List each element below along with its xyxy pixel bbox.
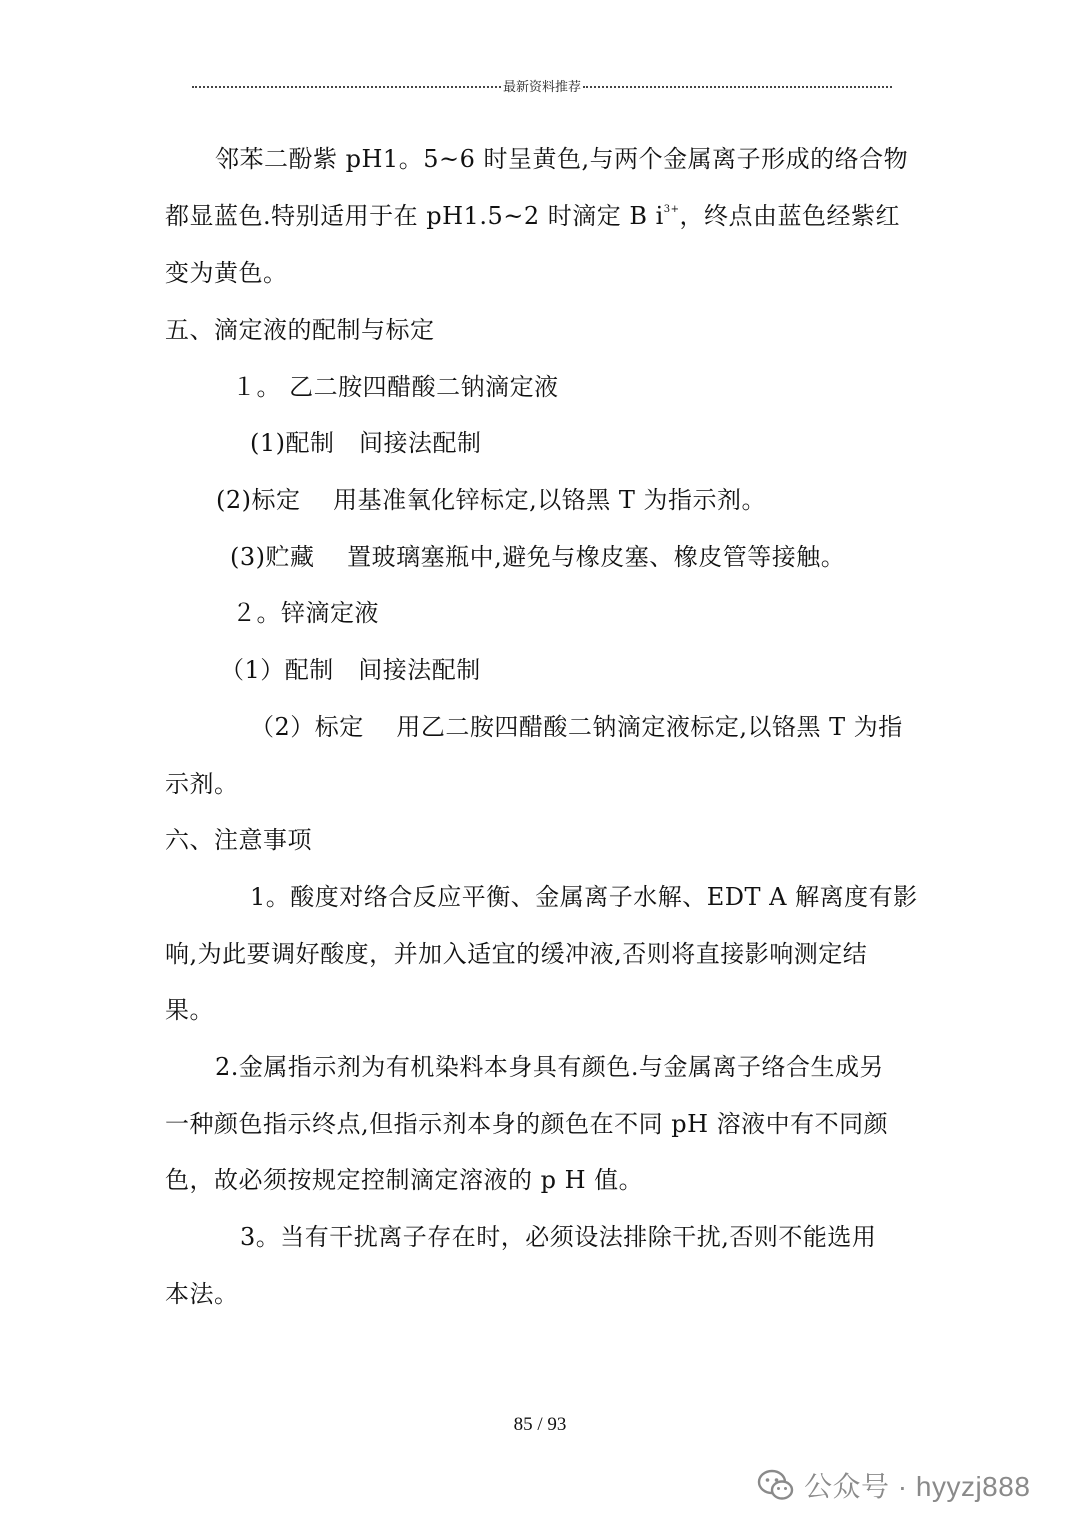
paragraph-line: 响,为此要调好酸度，并加入适宜的缓冲液,否则将直接影响测定结 (165, 940, 868, 968)
paragraph-line: 3。当有干扰离子存在时，必须设法排除干扰,否则不能选用 (240, 1223, 877, 1251)
wechat-icon (756, 1465, 796, 1505)
paragraph-line: 本法。 (165, 1280, 239, 1308)
list-item: 示剂。 (165, 770, 239, 798)
list-item: (3)贮藏 置玻璃塞瓶中,避免与橡皮塞、橡皮管等接触。 (230, 543, 846, 571)
paragraph-line: 2.金属指示剂为有机染料本身具有颜色.与金属离子络合生成另 (215, 1053, 885, 1081)
section-heading: 六、注意事项 (165, 826, 312, 854)
list-item: １。 乙二胺四醋酸二钠滴定液 (232, 373, 559, 401)
header-dots-left (192, 86, 501, 88)
superscript: 3+ (663, 204, 680, 215)
paragraph-line: 变为黄色。 (165, 259, 288, 287)
line-text: ，终点由蓝色经紫红 (679, 202, 901, 230)
paragraph-line: 色，故必须按规定控制滴定溶液的 p H 值。 (165, 1166, 644, 1194)
watermark (756, 1465, 1030, 1505)
page-number: 85 / 93 (513, 1414, 567, 1435)
watermark-text: 公众号 · hyyzj888 (804, 1471, 1031, 1502)
header-text: 最新资料推荐 (503, 80, 582, 95)
list-item: (1)配制 间接法配制 (250, 429, 482, 457)
paragraph-line: 1。酸度对络合反应平衡、金属离子水解、EDT A 解离度有影 (250, 883, 918, 911)
list-item: (2)标定 用基准氧化锌标定,以铬黑 T 为指示剂。 (216, 486, 767, 514)
list-item: （1）配制 间接法配制 (220, 656, 481, 684)
header-dots-right (583, 86, 892, 88)
paragraph-line (165, 200, 900, 232)
list-item: ２。锌滴定液 (232, 599, 379, 627)
paragraph-line: 邻苯二酚紫 pH1。5~6 时呈黄色,与两个金属离子形成的络合物 (215, 145, 909, 173)
page-header (192, 76, 892, 95)
line-text: 都显蓝色.特别适用于在 pH1.5~2 时滴定 B i (165, 202, 664, 230)
paragraph-line: 一种颜色指示终点,但指示剂本身的颜色在不同 pH 溶液中有不同颜 (165, 1110, 889, 1138)
paragraph-line: 果。 (165, 996, 214, 1024)
section-heading: 五、滴定液的配制与标定 (165, 316, 435, 344)
list-item: （2）标定 用乙二胺四醋酸二钠滴定液标定,以铬黑 T 为指 (250, 713, 903, 741)
